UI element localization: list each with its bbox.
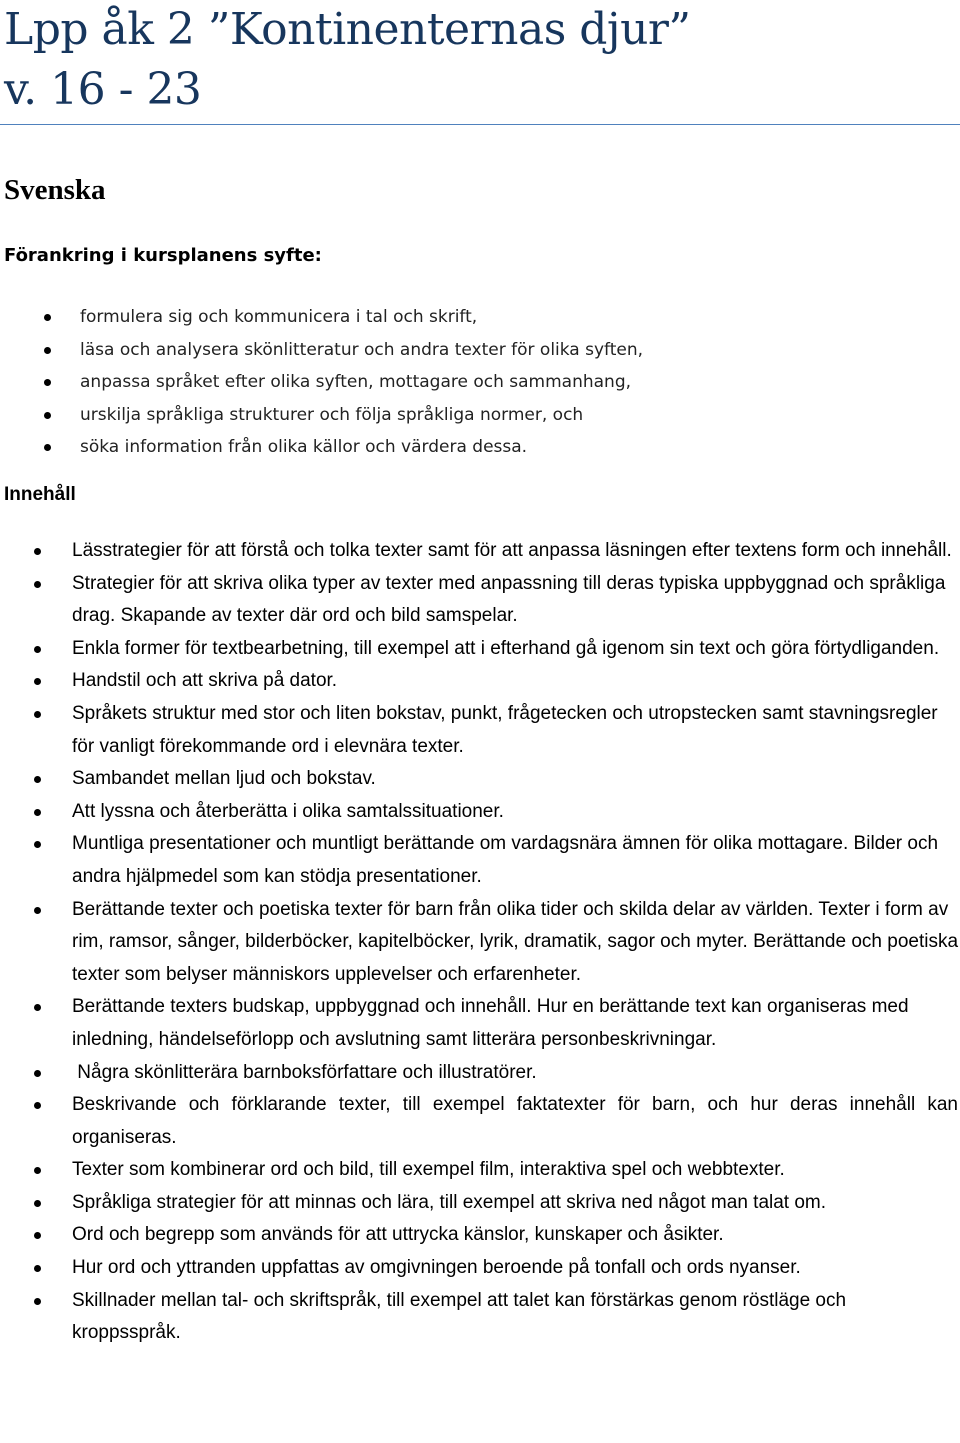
innehall-item: Några skönlitterära barnboksförfattare och illustratörer. bbox=[0, 1057, 960, 1090]
syfte-item: läsa och analysera skönlitteratur och andra texter för olika syften, bbox=[0, 334, 940, 367]
document-title bbox=[4, 0, 954, 120]
syfte-item: urskilja språkliga strukturer och följa språkliga normer, och bbox=[0, 399, 940, 432]
innehall-item: Enkla former för textbearbetning, till exempel att i efterhand gå igenom sin text och göra förtydliganden. bbox=[0, 633, 960, 666]
innehall-item: Strategier för att skriva olika typer av texter med anpassning till deras typiska uppbyggnad och språkliga drag. Skapande av texter där ord och bild samspelar. bbox=[0, 568, 960, 633]
innehall-item: Lässtrategier för att förstå och tolka texter samt för att anpassa läsningen efter textens form och innehåll. bbox=[0, 535, 960, 568]
syfte-item: anpassa språket efter olika syften, mottagare och sammanhang, bbox=[0, 366, 940, 399]
innehall-heading: Innehåll bbox=[4, 484, 76, 505]
innehall-item: Berättande texters budskap, uppbyggnad och innehåll. Hur en berättande text kan organiseras med inledning, händelseförlopp och avslutning samt litterära personbeskrivningar. bbox=[0, 991, 960, 1056]
title-line-1: Lpp åk 2 ”Kontinenternas djur” bbox=[4, 4, 691, 55]
innehall-item: Muntliga presentationer och muntligt berättande om vardagsnära ämnen för olika mottagare. Bilder och andra hjälpmedel som kan stödja presentationer. bbox=[0, 828, 960, 893]
syfte-list bbox=[0, 301, 940, 464]
innehall-item: Att lyssna och återberätta i olika samtalssituationer. bbox=[0, 796, 960, 829]
innehall-item: Texter som kombinerar ord och bild, till exempel film, interaktiva spel och webbtexter. bbox=[0, 1154, 960, 1187]
innehall-item: Handstil och att skriva på dator. bbox=[0, 665, 960, 698]
subject-heading: Svenska bbox=[4, 174, 106, 206]
syfte-item: formulera sig och kommunicera i tal och skrift, bbox=[0, 301, 940, 334]
innehall-item: Språkets struktur med stor och liten bokstav, punkt, frågetecken och utropstecken samt stavningsregler för vanligt förekommande ord i elevnära texter. bbox=[0, 698, 960, 763]
innehall-item: Ord och begrepp som används för att uttrycka känslor, kunskaper och åsikter. bbox=[0, 1219, 960, 1252]
innehall-item: Sambandet mellan ljud och bokstav. bbox=[0, 763, 960, 796]
title-line-2: v. 16 - 23 bbox=[4, 64, 202, 115]
innehall-item: Beskrivande och förklarande texter, till exempel faktatexter för barn, och hur deras innehåll kan organiseras. bbox=[0, 1089, 960, 1154]
innehall-item: Språkliga strategier för att minnas och lära, till exempel att skriva ned något man talat om. bbox=[0, 1187, 960, 1220]
syfte-item: söka information från olika källor och värdera dessa. bbox=[0, 431, 940, 464]
innehall-item: Berättande texter och poetiska texter för barn från olika tider och skilda delar av världen. Texter i form av rim, ramsor, sånger, bilderböcker, kapitelböcker, lyrik, dramatik, sagor och myter. Berättande och poetiska texter som belyser människors upplevelser och erfarenheter. bbox=[0, 894, 960, 992]
innehall-item: Hur ord och yttranden uppfattas av omgivningen beroende på tonfall och ords nyanser. bbox=[0, 1252, 960, 1285]
title-divider bbox=[0, 124, 960, 125]
innehall-item: Skillnader mellan tal- och skriftspråk, till exempel att talet kan förstärkas genom röstläge och kroppsspråk. bbox=[0, 1285, 960, 1350]
innehall-list bbox=[0, 535, 960, 1350]
syfte-heading: Förankring i kursplanens syfte: bbox=[4, 245, 322, 266]
